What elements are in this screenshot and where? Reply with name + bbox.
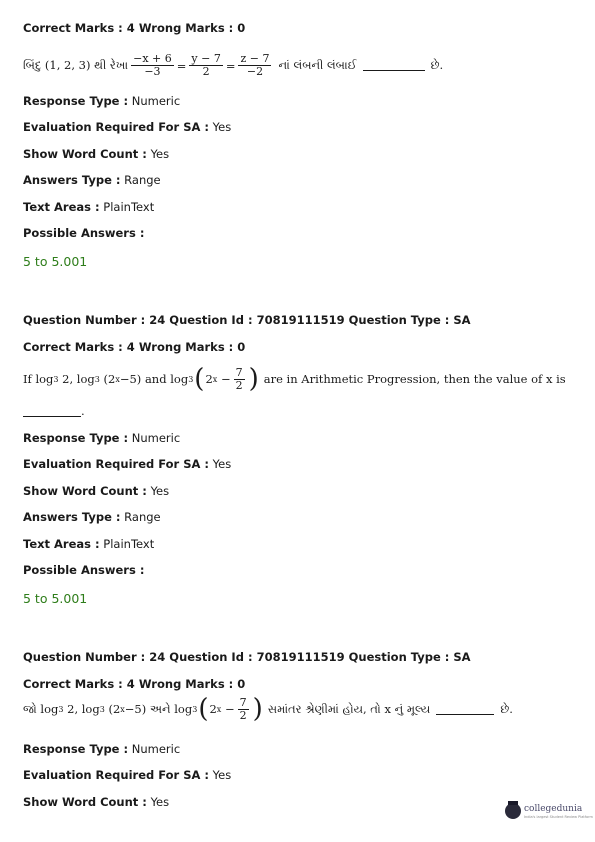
wrong-marks-label: Wrong Marks : xyxy=(138,21,234,35)
q2-text-areas xyxy=(23,537,154,551)
word-count-label: Show Word Count : xyxy=(23,484,147,498)
question-id-label: Question Id : xyxy=(169,313,253,327)
q1-text-pre: બિંદુ (1, 2, 3) થી રેખા xyxy=(23,58,129,72)
q3-question-text xyxy=(23,696,513,722)
q1-eval-sa xyxy=(23,120,231,134)
left-paren: ( xyxy=(194,364,205,394)
right-paren: ) xyxy=(248,364,259,394)
superscript: x xyxy=(216,704,222,714)
q2-text-if: If log xyxy=(23,372,54,386)
q2-text-end: . xyxy=(81,404,85,418)
answers-type-label: Answers Type : xyxy=(23,510,121,524)
eval-sa-label: Evaluation Required For SA : xyxy=(23,120,210,134)
q2-question-text xyxy=(23,366,566,392)
word-count-value: Yes xyxy=(150,795,170,809)
equals-sign: = xyxy=(176,58,187,73)
q2-word-count xyxy=(23,484,169,498)
response-type-label: Response Type : xyxy=(23,431,129,445)
q2-text-a: 2, log xyxy=(62,372,95,386)
word-count-label: Show Word Count : xyxy=(23,147,147,161)
equals-sign: = xyxy=(225,58,236,73)
superscript: x xyxy=(120,704,125,714)
frac-num: z − 7 xyxy=(240,52,270,65)
response-type-value: Numeric xyxy=(131,94,181,108)
right-paren: ) xyxy=(252,694,263,724)
subscript: 3 xyxy=(94,374,100,384)
superscript: x xyxy=(115,374,120,384)
q1-text-areas xyxy=(23,200,154,214)
question-id-value: 70819111519 xyxy=(256,650,345,664)
q1-answers-type xyxy=(23,173,161,187)
left-paren: ( xyxy=(198,694,209,724)
frac-den: −3 xyxy=(144,65,161,78)
q3-text-b2: −5) અને log xyxy=(124,701,193,716)
eval-sa-value: Yes xyxy=(212,457,232,471)
question-number-label: Question Number : xyxy=(23,650,146,664)
q2-text-b2: −5) and log xyxy=(119,372,189,386)
word-count-label: Show Word Count : xyxy=(23,795,147,809)
q2-answer-blank-line xyxy=(23,404,85,418)
minus-sign: − xyxy=(220,372,231,386)
q2-possible-answers-label: Possible Answers : xyxy=(23,563,145,577)
minus-sign: − xyxy=(224,702,235,716)
answer-blank xyxy=(363,60,425,71)
q1-fraction-3 xyxy=(238,53,271,78)
wrong-marks-value: 0 xyxy=(237,21,246,35)
text-areas-label: Text Areas : xyxy=(23,200,100,214)
text-areas-value: PlainText xyxy=(103,200,155,214)
frac-den: 2 xyxy=(235,378,243,392)
graduate-cap-icon xyxy=(505,803,521,819)
response-type-value: Numeric xyxy=(131,742,181,756)
question-number-label: Question Number : xyxy=(23,313,146,327)
logo-text-block xyxy=(524,804,593,819)
correct-marks-value: 4 xyxy=(126,677,135,691)
wrong-marks-label: Wrong Marks : xyxy=(138,677,234,691)
subscript: 3 xyxy=(192,704,198,714)
q1-text-post: નાં લંબની લંબાઈ xyxy=(278,58,357,72)
correct-marks-label: Correct Marks : xyxy=(23,677,123,691)
wrong-marks-label: Wrong Marks : xyxy=(138,340,234,354)
q2-text-post: are in Arithmetic Progression, then the value of x is xyxy=(263,372,566,386)
q3-text-c: 2 xyxy=(209,702,217,716)
frac-num: y − 7 xyxy=(191,52,221,65)
answer-blank xyxy=(23,406,81,417)
wrong-marks-value: 0 xyxy=(237,677,246,691)
correct-marks-label: Correct Marks : xyxy=(23,340,123,354)
frac-den: −2 xyxy=(246,65,264,78)
subscript: 3 xyxy=(99,704,105,714)
response-type-label: Response Type : xyxy=(23,742,129,756)
frac-num: −x + 6 xyxy=(133,52,172,65)
correct-marks-label: Correct Marks : xyxy=(23,21,123,35)
collegedunia-logo xyxy=(505,803,593,819)
subscript: 3 xyxy=(53,374,59,384)
q3-word-count xyxy=(23,795,169,809)
question-id-label: Question Id : xyxy=(169,650,253,664)
answers-type-value: Range xyxy=(124,510,161,524)
q1-fraction-2 xyxy=(189,53,222,78)
text-areas-value: PlainText xyxy=(103,537,155,551)
q3-marks-line xyxy=(23,677,245,691)
question-type-label: Question Type : xyxy=(348,650,450,664)
subscript: 3 xyxy=(188,374,194,384)
question-type-value: SA xyxy=(453,313,471,327)
q3-text-a: 2, log xyxy=(67,702,100,716)
q2-answer-value: 5 to 5.001 xyxy=(23,591,88,606)
word-count-value: Yes xyxy=(150,484,170,498)
question-number-value: 24 xyxy=(149,313,166,327)
logo-tagline: India's largest Student Review Platform xyxy=(524,814,593,819)
q1-possible-answers-label: Possible Answers : xyxy=(23,226,145,240)
q2-marks-line xyxy=(23,340,245,354)
q2-text-c: 2 xyxy=(205,372,213,386)
logo-name: collegedunia xyxy=(524,803,583,814)
q2-text-b: (2 xyxy=(103,372,116,386)
frac-num: 7 xyxy=(239,695,247,709)
q2-response-type xyxy=(23,431,180,445)
question-id-value: 70819111519 xyxy=(256,313,345,327)
q2-fraction xyxy=(234,367,245,392)
q2-eval-sa xyxy=(23,457,231,471)
q1-question-text xyxy=(23,53,443,78)
eval-sa-label: Evaluation Required For SA : xyxy=(23,457,210,471)
q1-response-type xyxy=(23,94,180,108)
eval-sa-value: Yes xyxy=(212,768,232,782)
q3-fraction xyxy=(238,697,249,722)
question-type-label: Question Type : xyxy=(348,313,450,327)
q2-header xyxy=(23,313,471,327)
text-areas-label: Text Areas : xyxy=(23,537,100,551)
q3-text-end: છે. xyxy=(500,701,513,716)
q3-text-pre: જો log xyxy=(23,701,59,716)
q1-word-count xyxy=(23,147,169,161)
answers-type-label: Answers Type : xyxy=(23,173,121,187)
q3-response-type xyxy=(23,742,180,756)
frac-num: 7 xyxy=(235,365,243,379)
q1-text-end: છે. xyxy=(430,58,444,72)
word-count-value: Yes xyxy=(150,147,170,161)
q3-eval-sa xyxy=(23,768,231,782)
question-type-value: SA xyxy=(453,650,471,664)
question-number-value: 24 xyxy=(149,650,166,664)
q1-answer-value: 5 to 5.001 xyxy=(23,254,88,269)
q3-text-b: (2 xyxy=(108,702,121,716)
subscript: 3 xyxy=(58,704,64,714)
response-type-value: Numeric xyxy=(131,431,181,445)
q1-marks-line xyxy=(23,21,245,35)
answers-type-value: Range xyxy=(124,173,161,187)
q2-answers-type xyxy=(23,510,161,524)
wrong-marks-value: 0 xyxy=(237,340,246,354)
answer-blank xyxy=(436,704,494,715)
q3-text-post: સમાંતર શ્રેણીમાં હોય, તો x નું મૂલ્ય xyxy=(267,701,431,716)
frac-den: 2 xyxy=(202,65,210,78)
correct-marks-value: 4 xyxy=(126,21,135,35)
superscript: x xyxy=(212,374,218,384)
eval-sa-label: Evaluation Required For SA : xyxy=(23,768,210,782)
response-type-label: Response Type : xyxy=(23,94,129,108)
correct-marks-value: 4 xyxy=(126,340,135,354)
eval-sa-value: Yes xyxy=(212,120,232,134)
q3-header xyxy=(23,650,471,664)
frac-den: 2 xyxy=(239,708,247,722)
q1-fraction-1 xyxy=(131,53,174,78)
